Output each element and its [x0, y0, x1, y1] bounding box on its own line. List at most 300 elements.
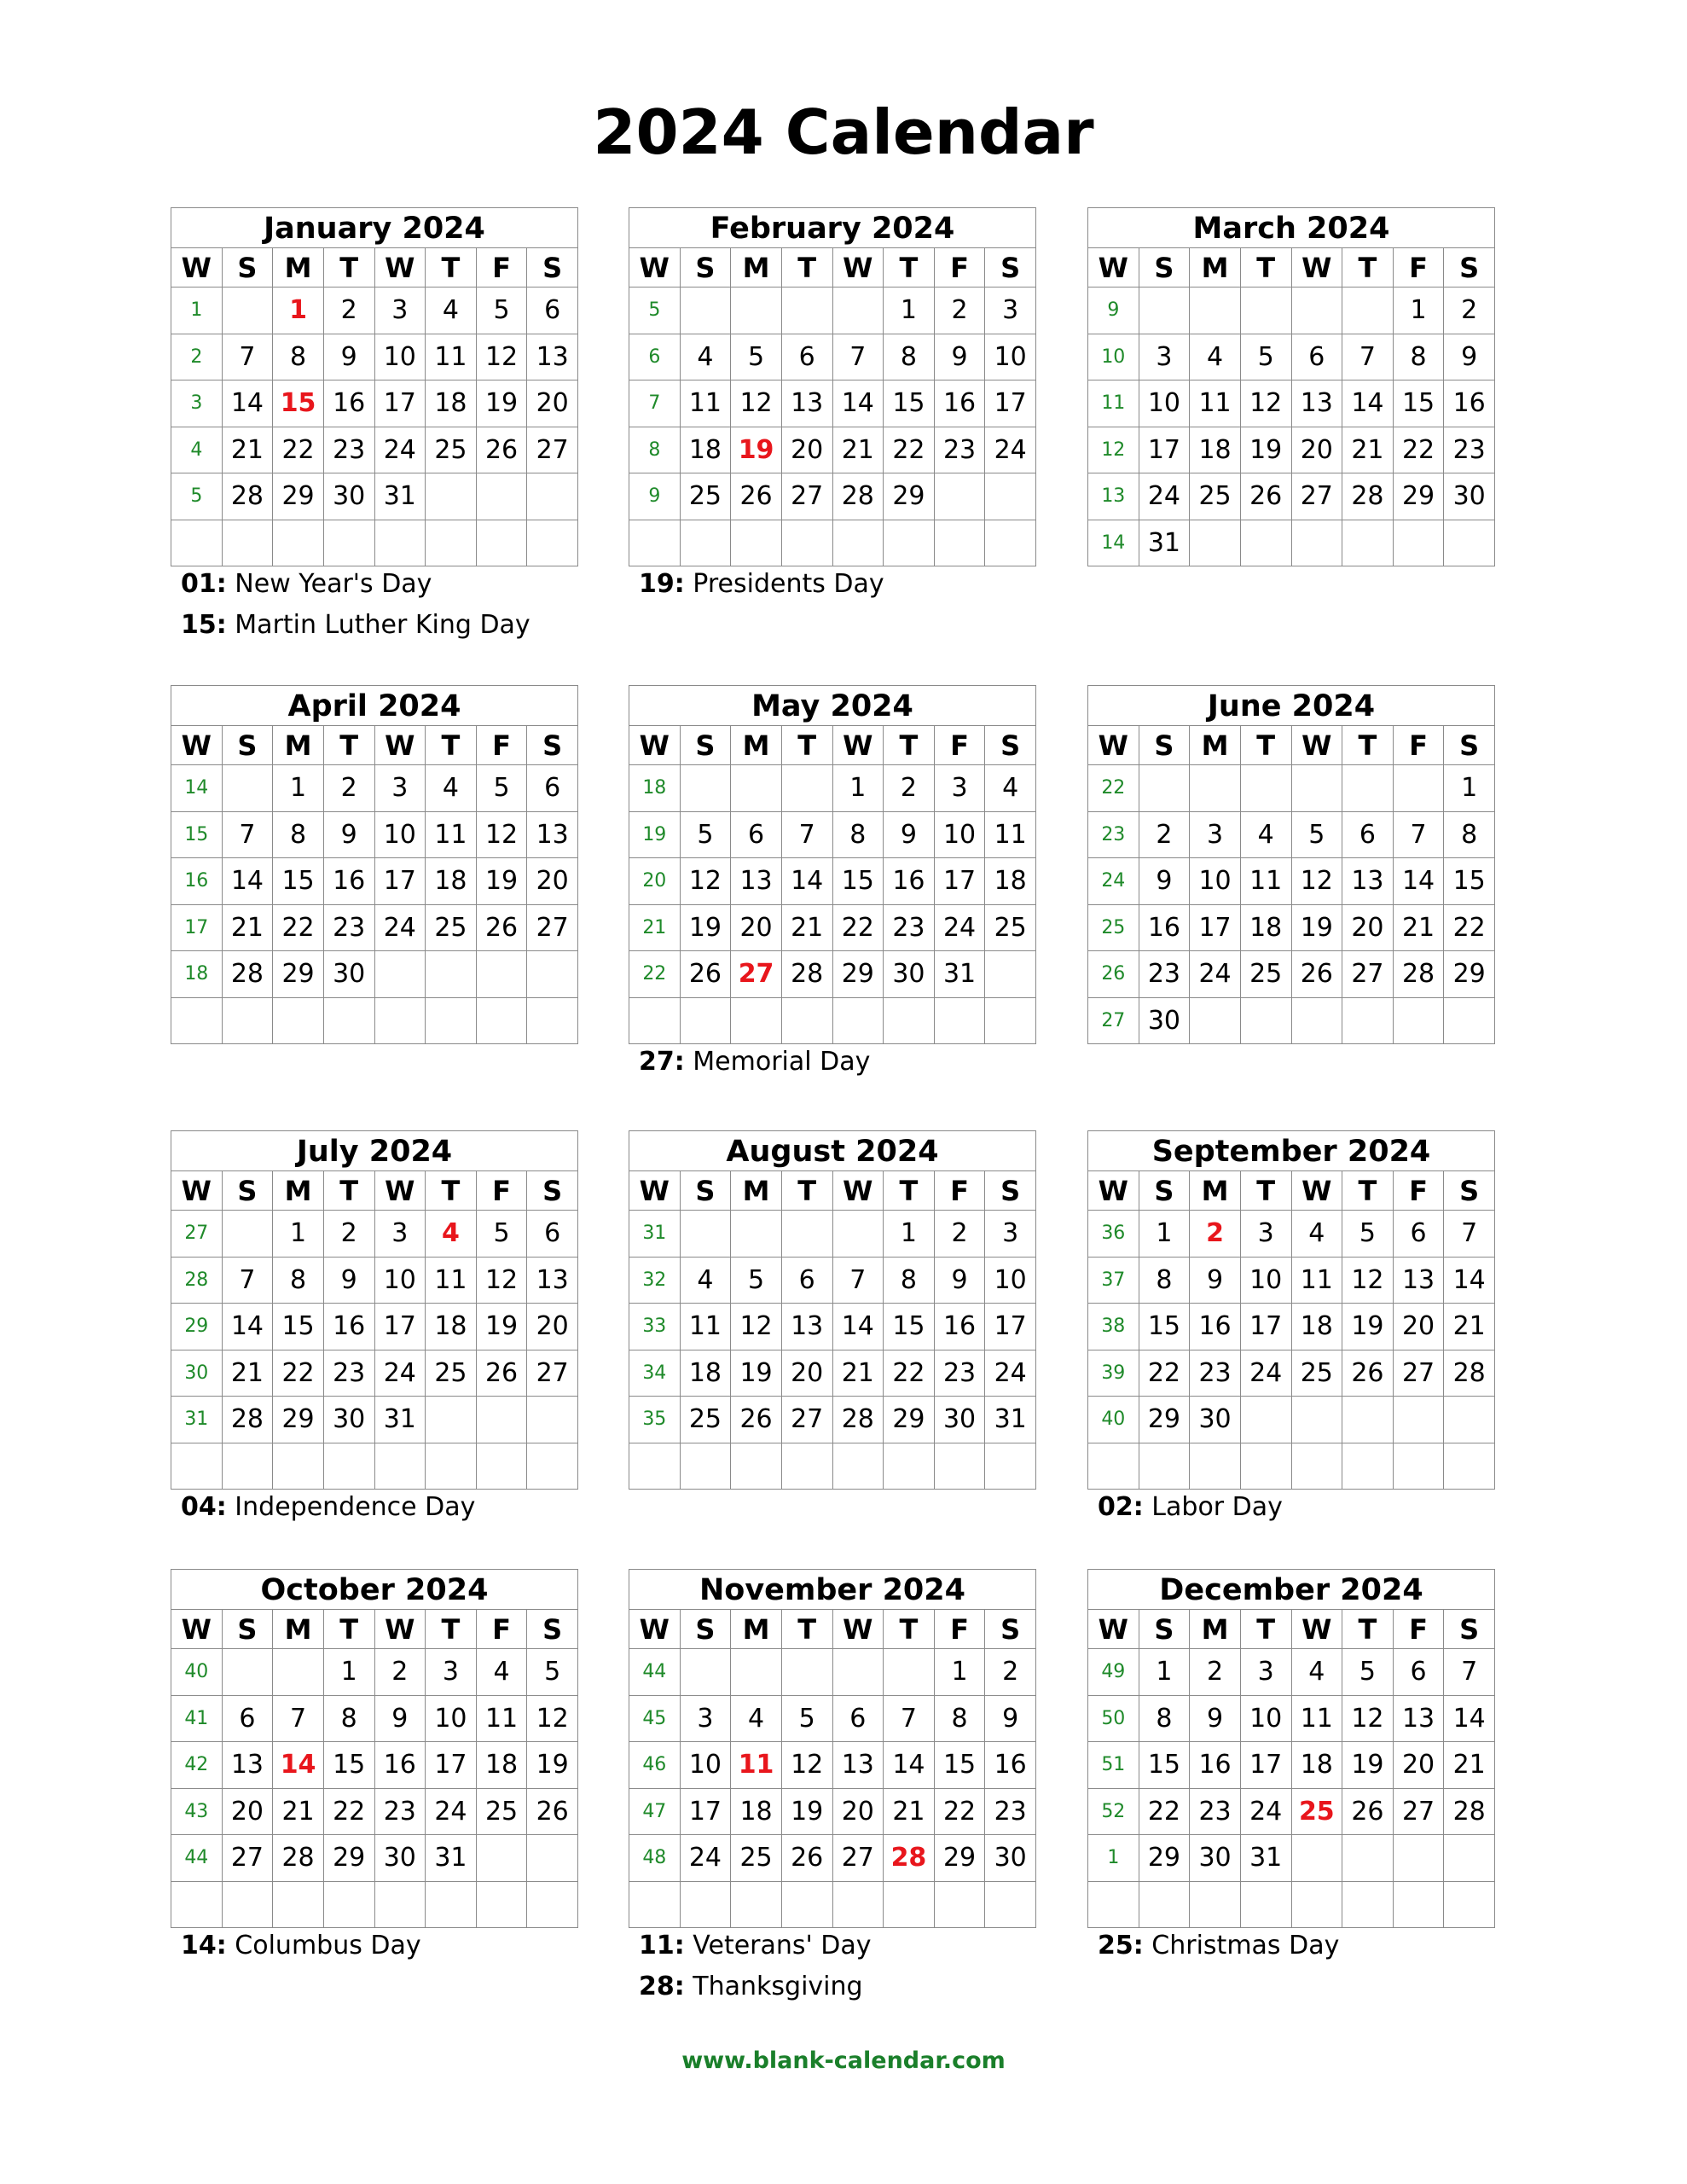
day-cell[interactable]: 5: [1240, 334, 1291, 380]
day-cell[interactable]: 26: [476, 904, 527, 951]
day-cell[interactable]: 23: [1190, 1788, 1241, 1835]
day-cell[interactable]: 24: [680, 1835, 731, 1882]
day-cell[interactable]: 2: [1139, 811, 1190, 858]
day-cell[interactable]: 25: [1240, 951, 1291, 998]
day-cell[interactable]: 29: [1139, 1397, 1190, 1443]
day-cell[interactable]: 2: [323, 765, 374, 812]
day-cell[interactable]: 23: [1139, 951, 1190, 998]
day-cell[interactable]: 14: [222, 380, 273, 427]
day-cell[interactable]: 10: [374, 811, 426, 858]
day-cell[interactable]: 9: [323, 334, 374, 380]
day-cell[interactable]: 24: [374, 427, 426, 473]
day-cell[interactable]: 3: [1139, 334, 1190, 380]
day-cell[interactable]: 29: [884, 473, 935, 520]
day-cell[interactable]: 27: [527, 904, 578, 951]
day-cell[interactable]: 29: [1444, 951, 1495, 998]
day-cell[interactable]: 25: [1291, 1788, 1342, 1835]
day-cell[interactable]: 3: [985, 288, 1036, 334]
day-cell[interactable]: 8: [1139, 1257, 1190, 1304]
day-cell[interactable]: 13: [527, 334, 578, 380]
day-cell[interactable]: 29: [1393, 473, 1444, 520]
day-cell[interactable]: 25: [426, 904, 477, 951]
day-cell[interactable]: 25: [731, 1835, 782, 1882]
day-cell[interactable]: 11: [426, 1257, 477, 1304]
day-cell[interactable]: 24: [1240, 1788, 1291, 1835]
day-cell[interactable]: 11: [1291, 1695, 1342, 1742]
day-cell[interactable]: 14: [222, 858, 273, 905]
day-cell[interactable]: 10: [934, 811, 985, 858]
day-cell[interactable]: 16: [1139, 904, 1190, 951]
day-cell[interactable]: 8: [273, 1257, 324, 1304]
day-cell[interactable]: 8: [884, 334, 935, 380]
day-cell[interactable]: 1: [1393, 288, 1444, 334]
day-cell[interactable]: 9: [323, 1257, 374, 1304]
day-cell[interactable]: 29: [273, 951, 324, 998]
day-cell[interactable]: 19: [476, 858, 527, 905]
day-cell[interactable]: 4: [1291, 1211, 1342, 1258]
day-cell[interactable]: 28: [832, 473, 884, 520]
day-cell[interactable]: 20: [527, 380, 578, 427]
day-cell[interactable]: 1: [1139, 1211, 1190, 1258]
day-cell[interactable]: 9: [934, 1257, 985, 1304]
day-cell[interactable]: 5: [476, 288, 527, 334]
day-cell[interactable]: 28: [884, 1835, 935, 1882]
day-cell[interactable]: 19: [1342, 1304, 1394, 1350]
day-cell[interactable]: 12: [476, 1257, 527, 1304]
day-cell[interactable]: 9: [1139, 858, 1190, 905]
day-cell[interactable]: 15: [323, 1742, 374, 1789]
day-cell[interactable]: 14: [1393, 858, 1444, 905]
day-cell[interactable]: 22: [832, 904, 884, 951]
day-cell[interactable]: 13: [832, 1742, 884, 1789]
day-cell[interactable]: 22: [1393, 427, 1444, 473]
day-cell[interactable]: 11: [985, 811, 1036, 858]
day-cell[interactable]: 12: [476, 334, 527, 380]
day-cell[interactable]: 30: [1190, 1835, 1241, 1882]
day-cell[interactable]: 4: [476, 1649, 527, 1696]
day-cell[interactable]: 13: [781, 1304, 832, 1350]
day-cell[interactable]: 11: [1190, 380, 1241, 427]
day-cell[interactable]: 21: [884, 1788, 935, 1835]
day-cell[interactable]: 5: [476, 1211, 527, 1258]
day-cell[interactable]: 25: [985, 904, 1036, 951]
day-cell[interactable]: 23: [1444, 427, 1495, 473]
day-cell[interactable]: 23: [323, 427, 374, 473]
day-cell[interactable]: 31: [1139, 520, 1190, 566]
day-cell[interactable]: 31: [426, 1835, 477, 1882]
day-cell[interactable]: 24: [934, 904, 985, 951]
day-cell[interactable]: 21: [273, 1788, 324, 1835]
day-cell[interactable]: 4: [426, 288, 477, 334]
day-cell[interactable]: 8: [884, 1257, 935, 1304]
day-cell[interactable]: 4: [1291, 1649, 1342, 1696]
day-cell[interactable]: 27: [731, 951, 782, 998]
day-cell[interactable]: 25: [680, 473, 731, 520]
day-cell[interactable]: 12: [781, 1742, 832, 1789]
day-cell[interactable]: 17: [680, 1788, 731, 1835]
day-cell[interactable]: 21: [1342, 427, 1394, 473]
day-cell[interactable]: 22: [1139, 1788, 1190, 1835]
day-cell[interactable]: 29: [323, 1835, 374, 1882]
day-cell[interactable]: 3: [374, 288, 426, 334]
day-cell[interactable]: 10: [374, 1257, 426, 1304]
day-cell[interactable]: 10: [1190, 858, 1241, 905]
day-cell[interactable]: 2: [985, 1649, 1036, 1696]
day-cell[interactable]: 6: [222, 1695, 273, 1742]
day-cell[interactable]: 18: [680, 427, 731, 473]
day-cell[interactable]: 19: [680, 904, 731, 951]
day-cell[interactable]: 4: [426, 765, 477, 812]
day-cell[interactable]: 24: [985, 1350, 1036, 1397]
day-cell[interactable]: 1: [1444, 765, 1495, 812]
day-cell[interactable]: 10: [374, 334, 426, 380]
day-cell[interactable]: 1: [273, 1211, 324, 1258]
day-cell[interactable]: 3: [374, 765, 426, 812]
day-cell[interactable]: 7: [273, 1695, 324, 1742]
day-cell[interactable]: 18: [476, 1742, 527, 1789]
day-cell[interactable]: 31: [1240, 1835, 1291, 1882]
day-cell[interactable]: 13: [1393, 1257, 1444, 1304]
day-cell[interactable]: 27: [222, 1835, 273, 1882]
day-cell[interactable]: 7: [1444, 1649, 1495, 1696]
day-cell[interactable]: 27: [832, 1835, 884, 1882]
day-cell[interactable]: 9: [985, 1695, 1036, 1742]
day-cell[interactable]: 2: [374, 1649, 426, 1696]
day-cell[interactable]: 30: [323, 1397, 374, 1443]
day-cell[interactable]: 3: [680, 1695, 731, 1742]
day-cell[interactable]: 16: [1444, 380, 1495, 427]
day-cell[interactable]: 22: [1139, 1350, 1190, 1397]
day-cell[interactable]: 7: [884, 1695, 935, 1742]
day-cell[interactable]: 18: [426, 380, 477, 427]
day-cell[interactable]: 3: [1240, 1649, 1291, 1696]
day-cell[interactable]: 2: [934, 1211, 985, 1258]
day-cell[interactable]: 17: [985, 380, 1036, 427]
day-cell[interactable]: 3: [985, 1211, 1036, 1258]
day-cell[interactable]: 23: [323, 1350, 374, 1397]
day-cell[interactable]: 5: [1342, 1211, 1394, 1258]
day-cell[interactable]: 7: [832, 1257, 884, 1304]
day-cell[interactable]: 10: [426, 1695, 477, 1742]
day-cell[interactable]: 19: [476, 1304, 527, 1350]
day-cell[interactable]: 22: [273, 904, 324, 951]
day-cell[interactable]: 20: [832, 1788, 884, 1835]
day-cell[interactable]: 30: [374, 1835, 426, 1882]
day-cell[interactable]: 31: [985, 1397, 1036, 1443]
day-cell[interactable]: 6: [1342, 811, 1394, 858]
day-cell[interactable]: 9: [934, 334, 985, 380]
day-cell[interactable]: 6: [1291, 334, 1342, 380]
day-cell[interactable]: 25: [680, 1397, 731, 1443]
day-cell[interactable]: 9: [323, 811, 374, 858]
day-cell[interactable]: 25: [1190, 473, 1241, 520]
day-cell[interactable]: 18: [1190, 427, 1241, 473]
day-cell[interactable]: 5: [680, 811, 731, 858]
day-cell[interactable]: 22: [1444, 904, 1495, 951]
day-cell[interactable]: 24: [1139, 473, 1190, 520]
day-cell[interactable]: 29: [1139, 1835, 1190, 1882]
day-cell[interactable]: 30: [1139, 997, 1190, 1044]
day-cell[interactable]: 9: [1444, 334, 1495, 380]
day-cell[interactable]: 17: [934, 858, 985, 905]
day-cell[interactable]: 7: [222, 334, 273, 380]
day-cell[interactable]: 18: [985, 858, 1036, 905]
day-cell[interactable]: 3: [374, 1211, 426, 1258]
day-cell[interactable]: 7: [832, 334, 884, 380]
day-cell[interactable]: 14: [273, 1742, 324, 1789]
day-cell[interactable]: 9: [884, 811, 935, 858]
day-cell[interactable]: 17: [1139, 427, 1190, 473]
day-cell[interactable]: 16: [323, 1304, 374, 1350]
day-cell[interactable]: 15: [1139, 1742, 1190, 1789]
day-cell[interactable]: 1: [884, 288, 935, 334]
day-cell[interactable]: 10: [1240, 1695, 1291, 1742]
day-cell[interactable]: 2: [323, 288, 374, 334]
day-cell[interactable]: 13: [1291, 380, 1342, 427]
day-cell[interactable]: 30: [884, 951, 935, 998]
day-cell[interactable]: 28: [222, 473, 273, 520]
day-cell[interactable]: 27: [527, 427, 578, 473]
day-cell[interactable]: 19: [1240, 427, 1291, 473]
day-cell[interactable]: 29: [832, 951, 884, 998]
day-cell[interactable]: 2: [323, 1211, 374, 1258]
day-cell[interactable]: 8: [273, 811, 324, 858]
day-cell[interactable]: 25: [476, 1788, 527, 1835]
day-cell[interactable]: 2: [1444, 288, 1495, 334]
day-cell[interactable]: 24: [426, 1788, 477, 1835]
day-cell[interactable]: 19: [731, 427, 782, 473]
day-cell[interactable]: 4: [985, 765, 1036, 812]
day-cell[interactable]: 4: [680, 334, 731, 380]
day-cell[interactable]: 2: [1190, 1649, 1241, 1696]
day-cell[interactable]: 16: [374, 1742, 426, 1789]
day-cell[interactable]: 9: [1190, 1695, 1241, 1742]
day-cell[interactable]: 21: [781, 904, 832, 951]
day-cell[interactable]: 24: [374, 904, 426, 951]
day-cell[interactable]: 15: [1444, 858, 1495, 905]
day-cell[interactable]: 20: [781, 1350, 832, 1397]
day-cell[interactable]: 20: [781, 427, 832, 473]
day-cell[interactable]: 4: [1190, 334, 1241, 380]
day-cell[interactable]: 22: [934, 1788, 985, 1835]
day-cell[interactable]: 10: [985, 334, 1036, 380]
day-cell[interactable]: 28: [1444, 1350, 1495, 1397]
day-cell[interactable]: 21: [222, 427, 273, 473]
day-cell[interactable]: 12: [476, 811, 527, 858]
day-cell[interactable]: 9: [374, 1695, 426, 1742]
day-cell[interactable]: 12: [527, 1695, 578, 1742]
day-cell[interactable]: 18: [1291, 1304, 1342, 1350]
footer-link[interactable]: www.blank-calendar.com: [681, 2048, 1006, 2074]
day-cell[interactable]: 23: [884, 904, 935, 951]
day-cell[interactable]: 22: [323, 1788, 374, 1835]
day-cell[interactable]: 23: [985, 1788, 1036, 1835]
day-cell[interactable]: 30: [323, 473, 374, 520]
day-cell[interactable]: 11: [680, 1304, 731, 1350]
day-cell[interactable]: 30: [1444, 473, 1495, 520]
day-cell[interactable]: 27: [1342, 951, 1394, 998]
day-cell[interactable]: 7: [222, 1257, 273, 1304]
day-cell[interactable]: 27: [527, 1350, 578, 1397]
day-cell[interactable]: 20: [731, 904, 782, 951]
day-cell[interactable]: 12: [680, 858, 731, 905]
day-cell[interactable]: 20: [527, 858, 578, 905]
day-cell[interactable]: 10: [1139, 380, 1190, 427]
day-cell[interactable]: 13: [731, 858, 782, 905]
day-cell[interactable]: 21: [1444, 1304, 1495, 1350]
day-cell[interactable]: 10: [680, 1742, 731, 1789]
day-cell[interactable]: 28: [222, 1397, 273, 1443]
day-cell[interactable]: 18: [680, 1350, 731, 1397]
day-cell[interactable]: 19: [1342, 1742, 1394, 1789]
day-cell[interactable]: 17: [985, 1304, 1036, 1350]
day-cell[interactable]: 13: [222, 1742, 273, 1789]
day-cell[interactable]: 5: [1291, 811, 1342, 858]
day-cell[interactable]: 26: [1342, 1788, 1394, 1835]
day-cell[interactable]: 19: [527, 1742, 578, 1789]
day-cell[interactable]: 26: [1342, 1350, 1394, 1397]
day-cell[interactable]: 28: [1393, 951, 1444, 998]
day-cell[interactable]: 16: [1190, 1742, 1241, 1789]
day-cell[interactable]: 6: [527, 288, 578, 334]
day-cell[interactable]: 1: [884, 1211, 935, 1258]
day-cell[interactable]: 28: [273, 1835, 324, 1882]
day-cell[interactable]: 14: [222, 1304, 273, 1350]
day-cell[interactable]: 21: [222, 904, 273, 951]
day-cell[interactable]: 28: [1444, 1788, 1495, 1835]
day-cell[interactable]: 13: [1393, 1695, 1444, 1742]
day-cell[interactable]: 13: [527, 1257, 578, 1304]
day-cell[interactable]: 13: [527, 811, 578, 858]
day-cell[interactable]: 24: [985, 427, 1036, 473]
day-cell[interactable]: 25: [1291, 1350, 1342, 1397]
day-cell[interactable]: 6: [832, 1695, 884, 1742]
day-cell[interactable]: 29: [884, 1397, 935, 1443]
day-cell[interactable]: 2: [884, 765, 935, 812]
day-cell[interactable]: 27: [1291, 473, 1342, 520]
day-cell[interactable]: 14: [884, 1742, 935, 1789]
day-cell[interactable]: 20: [1393, 1742, 1444, 1789]
day-cell[interactable]: 1: [1139, 1649, 1190, 1696]
day-cell[interactable]: 26: [781, 1835, 832, 1882]
day-cell[interactable]: 14: [1342, 380, 1394, 427]
day-cell[interactable]: 9: [1190, 1257, 1241, 1304]
day-cell[interactable]: 14: [832, 1304, 884, 1350]
day-cell[interactable]: 14: [1444, 1695, 1495, 1742]
day-cell[interactable]: 8: [323, 1695, 374, 1742]
day-cell[interactable]: 18: [1291, 1742, 1342, 1789]
day-cell[interactable]: 4: [731, 1695, 782, 1742]
day-cell[interactable]: 26: [527, 1788, 578, 1835]
day-cell[interactable]: 15: [273, 380, 324, 427]
day-cell[interactable]: 21: [1393, 904, 1444, 951]
day-cell[interactable]: 7: [222, 811, 273, 858]
day-cell[interactable]: 15: [273, 1304, 324, 1350]
day-cell[interactable]: 12: [1342, 1257, 1394, 1304]
day-cell[interactable]: 24: [1240, 1350, 1291, 1397]
day-cell[interactable]: 1: [934, 1649, 985, 1696]
day-cell[interactable]: 19: [781, 1788, 832, 1835]
day-cell[interactable]: 27: [781, 473, 832, 520]
day-cell[interactable]: 15: [273, 858, 324, 905]
day-cell[interactable]: 1: [832, 765, 884, 812]
day-cell[interactable]: 12: [1342, 1695, 1394, 1742]
day-cell[interactable]: 19: [1291, 904, 1342, 951]
day-cell[interactable]: 11: [1240, 858, 1291, 905]
day-cell[interactable]: 30: [985, 1835, 1036, 1882]
day-cell[interactable]: 18: [426, 1304, 477, 1350]
day-cell[interactable]: 11: [426, 811, 477, 858]
day-cell[interactable]: 2: [934, 288, 985, 334]
day-cell[interactable]: 16: [323, 858, 374, 905]
day-cell[interactable]: 20: [1342, 904, 1394, 951]
day-cell[interactable]: 31: [934, 951, 985, 998]
day-cell[interactable]: 8: [832, 811, 884, 858]
day-cell[interactable]: 29: [273, 1397, 324, 1443]
day-cell[interactable]: 17: [374, 380, 426, 427]
day-cell[interactable]: 7: [1342, 334, 1394, 380]
day-cell[interactable]: 1: [273, 765, 324, 812]
day-cell[interactable]: 6: [781, 334, 832, 380]
day-cell[interactable]: 17: [426, 1742, 477, 1789]
day-cell[interactable]: 24: [1190, 951, 1241, 998]
day-cell[interactable]: 14: [781, 858, 832, 905]
day-cell[interactable]: 15: [884, 1304, 935, 1350]
day-cell[interactable]: 28: [222, 951, 273, 998]
day-cell[interactable]: 19: [731, 1350, 782, 1397]
day-cell[interactable]: 17: [374, 858, 426, 905]
day-cell[interactable]: 11: [476, 1695, 527, 1742]
day-cell[interactable]: 26: [731, 1397, 782, 1443]
day-cell[interactable]: 23: [374, 1788, 426, 1835]
day-cell[interactable]: 21: [1444, 1742, 1495, 1789]
day-cell[interactable]: 6: [1393, 1211, 1444, 1258]
day-cell[interactable]: 8: [934, 1695, 985, 1742]
day-cell[interactable]: 3: [1240, 1211, 1291, 1258]
day-cell[interactable]: 26: [476, 1350, 527, 1397]
day-cell[interactable]: 2: [1190, 1211, 1241, 1258]
day-cell[interactable]: 10: [985, 1257, 1036, 1304]
day-cell[interactable]: 7: [1393, 811, 1444, 858]
day-cell[interactable]: 27: [1393, 1350, 1444, 1397]
day-cell[interactable]: 12: [731, 380, 782, 427]
day-cell[interactable]: 18: [1240, 904, 1291, 951]
day-cell[interactable]: 16: [934, 380, 985, 427]
day-cell[interactable]: 19: [476, 380, 527, 427]
day-cell[interactable]: 6: [781, 1257, 832, 1304]
day-cell[interactable]: 4: [1240, 811, 1291, 858]
day-cell[interactable]: 5: [476, 765, 527, 812]
day-cell[interactable]: 26: [731, 473, 782, 520]
day-cell[interactable]: 22: [273, 1350, 324, 1397]
day-cell[interactable]: 6: [527, 765, 578, 812]
day-cell[interactable]: 11: [426, 334, 477, 380]
day-cell[interactable]: 25: [426, 427, 477, 473]
day-cell[interactable]: 5: [731, 334, 782, 380]
day-cell[interactable]: 18: [426, 858, 477, 905]
day-cell[interactable]: 21: [832, 1350, 884, 1397]
day-cell[interactable]: 27: [781, 1397, 832, 1443]
day-cell[interactable]: 16: [884, 858, 935, 905]
day-cell[interactable]: 22: [884, 1350, 935, 1397]
day-cell[interactable]: 8: [1444, 811, 1495, 858]
day-cell[interactable]: 12: [1240, 380, 1291, 427]
day-cell[interactable]: 13: [781, 380, 832, 427]
day-cell[interactable]: 11: [680, 380, 731, 427]
day-cell[interactable]: 17: [1190, 904, 1241, 951]
day-cell[interactable]: 4: [426, 1211, 477, 1258]
day-cell[interactable]: 3: [934, 765, 985, 812]
